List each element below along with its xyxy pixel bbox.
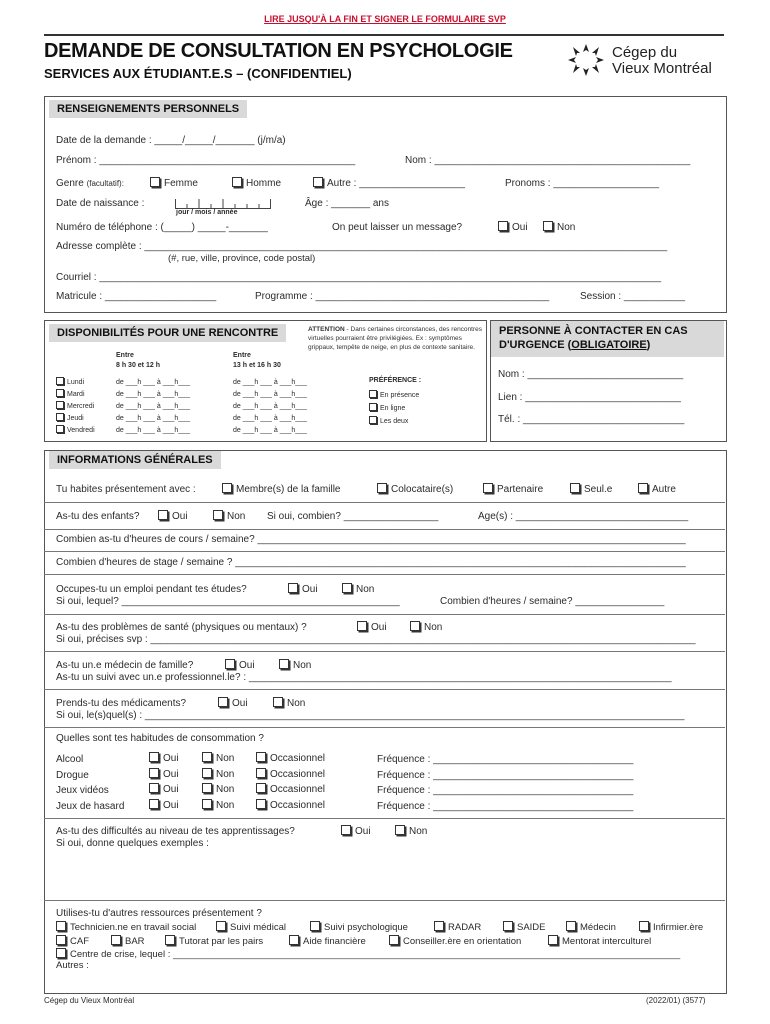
- medic-non[interactable]: Non: [273, 697, 305, 709]
- slot-am[interactable]: de ___h ___ à ___h___: [116, 415, 190, 422]
- urgence-tel-field[interactable]: Tél. : _____________________________: [498, 414, 685, 425]
- cours-field[interactable]: Combien as-tu d'heures de cours / semaine? _____________________________________________________________________________: [56, 534, 686, 545]
- pronoms-field[interactable]: Pronoms : ___________________: [505, 178, 660, 189]
- substances-frequence: [377, 752, 703, 814]
- medecin-non[interactable]: Non: [279, 659, 311, 671]
- age-field[interactable]: Âge : _______ ans: [305, 198, 389, 209]
- medic-question: Prends-tu des médicaments?: [56, 698, 187, 709]
- habites-question: Tu habites présentement avec :: [56, 484, 196, 495]
- enfants-question: As-tu des enfants?: [56, 511, 140, 522]
- sante-question: As-tu des problèmes de santé (physiques ou mentaux) ?: [56, 622, 307, 633]
- res-bar[interactable]: BAR: [111, 935, 145, 947]
- substances-oui: [149, 751, 179, 813]
- sante-non[interactable]: Non: [410, 621, 442, 633]
- naissance-label: Date de naissance :: [56, 198, 145, 209]
- message-question: On peut laisser un message?: [332, 222, 463, 233]
- attention-note: ATTENTION - Dans certaines circonstances, des rencontres virtuelles pourraient être privilégiées. Ex : symptômes grippaux, tempête de neige, en plus de contexte sanitaire.: [308, 326, 483, 351]
- homme-checkbox[interactable]: [232, 177, 242, 187]
- emploi-non[interactable]: Non: [342, 583, 374, 595]
- days-list: [56, 377, 95, 437]
- res-tts[interactable]: Technicien.ne en travail social: [56, 921, 196, 933]
- disponibilites-heading: DISPONIBILITÉS POUR UNE RENCONTRE: [49, 324, 286, 342]
- date-demande-field[interactable]: Date de la demande : _____/_____/_______ (j/m/a): [56, 135, 286, 146]
- habites-colocataire[interactable]: Colocataire(s): [377, 483, 453, 495]
- frequence-field[interactable]: Fréquence : ____________________________________: [377, 800, 634, 812]
- morning-slots: [116, 377, 190, 437]
- difficultes-non[interactable]: Non: [395, 825, 427, 837]
- afternoon-slots: [233, 377, 307, 437]
- footer-left: Cégep du Vieux Montréal: [44, 996, 135, 1005]
- conso-non[interactable]: Non: [202, 782, 234, 798]
- conso-occasionnel[interactable]: Occasionnel: [256, 782, 325, 798]
- conso-occasionnel[interactable]: Occasionnel: [256, 751, 325, 767]
- autre-genre-label: Autre : ___________________: [327, 178, 465, 189]
- enfants-ages-field[interactable]: Âge(s) : _______________________________: [478, 511, 689, 522]
- logo-line2: Vieux Montréal: [612, 60, 712, 77]
- adresse-field[interactable]: Adresse complète : ______________________________________________________________________________________________: [56, 241, 668, 252]
- res-radar[interactable]: RADAR: [434, 921, 481, 933]
- genre-label: Genre: [56, 178, 84, 189]
- day-mardi[interactable]: Mardi: [56, 389, 95, 401]
- logo-line1: Cégep du: [612, 44, 678, 61]
- difficultes-exemples[interactable]: Si oui, donne quelques exemples :: [56, 838, 209, 849]
- emploi-heures-field[interactable]: Combien d'heures / semaine? ________________: [440, 596, 665, 607]
- res-centre-crise[interactable]: Centre de crise, lequel : ________________________________________________________________________________________________: [56, 948, 696, 960]
- res-suivi-psy[interactable]: Suivi psychologique: [310, 921, 408, 933]
- preference-label: PRÉFÉRENCE :: [369, 377, 422, 384]
- form-title: DEMANDE DE CONSULTATION EN PSYCHOLOGIE: [44, 40, 513, 62]
- conso-non[interactable]: Non: [202, 767, 234, 783]
- res-infirmier[interactable]: Infirmier.ère: [639, 921, 703, 933]
- day-jeudi[interactable]: Jeudi: [56, 413, 95, 425]
- day-vendredi[interactable]: Vendredi: [56, 425, 95, 437]
- genre-row: [56, 178, 124, 189]
- conso-oui[interactable]: Oui: [149, 767, 179, 783]
- slot-am[interactable]: de ___h ___ à ___h___: [116, 391, 190, 398]
- pref-les-deux[interactable]: Les deux: [369, 415, 419, 428]
- substances-occasionnel: [256, 751, 325, 813]
- emploi-oui[interactable]: Oui: [288, 583, 318, 595]
- pref-en-presence[interactable]: En présence: [369, 389, 419, 402]
- frequence-field[interactable]: Fréquence : ____________________________________: [377, 769, 634, 781]
- substances-labels: Alcool Drogue Jeux vidéos Jeux de hasard: [56, 754, 125, 812]
- homme-label: Homme: [246, 178, 282, 189]
- matricule-field[interactable]: Matricule : ____________________: [56, 291, 217, 302]
- emploi-lequel-field[interactable]: Si oui, lequel? __________________________________________________: [56, 596, 400, 607]
- urgence-lien-field[interactable]: Lien : ____________________________: [498, 392, 681, 403]
- day-mercredi[interactable]: Mercredi: [56, 401, 95, 413]
- enfants-non[interactable]: Non: [213, 510, 245, 522]
- difficultes-question: As-tu des difficultés au niveau de tes apprentissages?: [56, 826, 295, 837]
- conso-occasionnel[interactable]: Occasionnel: [256, 798, 325, 814]
- message-oui-checkbox[interactable]: [498, 221, 508, 231]
- message-oui-label: Oui: [512, 222, 528, 233]
- enfants-oui[interactable]: Oui: [158, 510, 188, 522]
- slot-pm[interactable]: de ___h ___ à ___h___: [233, 379, 307, 386]
- frequence-field[interactable]: Fréquence : ____________________________________: [377, 754, 634, 765]
- ressources-question: Utilises-tu d'autres ressources présentement ?: [56, 908, 262, 919]
- emploi-question: Occupes-tu un emploi pendant tes études?: [56, 584, 247, 595]
- message-non-label: Non: [557, 222, 576, 233]
- res-tutorat[interactable]: Tutorat par les pairs: [165, 935, 263, 947]
- habites-famille[interactable]: Membre(s) de la famille: [222, 483, 340, 495]
- habitudes-question: Quelles sont tes habitudes de consommation ?: [56, 733, 264, 744]
- suivi-field[interactable]: As-tu un suivi avec un.e professionnel.le? : ____________________________________________________________________________: [56, 672, 672, 683]
- autre-genre-checkbox[interactable]: [313, 177, 323, 187]
- courriel-field[interactable]: Courriel : _____________________________________________________________________________________________________: [56, 272, 662, 283]
- footer-right: (2022/01) (3577): [646, 996, 706, 1005]
- res-aide-financiere[interactable]: Aide financière: [289, 935, 366, 947]
- personal-info-heading: RENSEIGNEMENTS PERSONNELS: [49, 100, 247, 118]
- habites-partenaire[interactable]: Partenaire: [483, 483, 543, 495]
- difficultes-oui[interactable]: Oui: [341, 825, 371, 837]
- sante-oui[interactable]: Oui: [357, 621, 387, 633]
- day-lundi[interactable]: Lundi: [56, 377, 95, 389]
- conso-non[interactable]: Non: [202, 798, 234, 814]
- telephone-field[interactable]: Numéro de téléphone : (_____) _____-_______: [56, 222, 268, 233]
- conso-oui[interactable]: Oui: [149, 782, 179, 798]
- habites-autre[interactable]: Autre: [638, 483, 676, 495]
- frequence-field[interactable]: Fréquence : ____________________________________: [377, 785, 634, 796]
- slot-am[interactable]: de ___h ___ à ___h___: [116, 379, 190, 386]
- slot-pm[interactable]: de ___h ___ à ___h___: [233, 427, 307, 434]
- medic-oui[interactable]: Oui: [218, 697, 248, 709]
- pref-en-ligne[interactable]: En ligne: [369, 402, 419, 415]
- res-caf[interactable]: CAF: [56, 935, 89, 947]
- genre-note: (facultatif):: [86, 179, 124, 188]
- urgence-nom-field[interactable]: Nom : ____________________________: [498, 369, 684, 380]
- col1-header: Entre 8 h 30 et 12 h: [116, 352, 160, 369]
- slot-pm[interactable]: de ___h ___ à ___h___: [233, 391, 307, 398]
- message-non-option[interactable]: [543, 221, 575, 233]
- slot-am[interactable]: de ___h ___ à ___h___: [116, 427, 190, 434]
- autre-genre-option[interactable]: [313, 177, 465, 189]
- message-non-checkbox[interactable]: [543, 221, 553, 231]
- session-field[interactable]: Session : ___________: [580, 291, 686, 302]
- general-info-heading: INFORMATIONS GÉNÉRALES: [49, 451, 221, 469]
- cegep-logo: [566, 42, 726, 82]
- top-notice: LIRE JUSQU'À LA FIN ET SIGNER LE FORMULAIRE SVP: [264, 14, 506, 24]
- slot-pm[interactable]: de ___h ___ à ___h___: [233, 403, 307, 410]
- conso-occasionnel[interactable]: Occasionnel: [256, 767, 325, 783]
- naissance-hint: jour / mois / année: [176, 209, 238, 216]
- slot-pm[interactable]: de ___h ___ à ___h___: [233, 415, 307, 422]
- medecin-oui[interactable]: Oui: [225, 659, 255, 671]
- programme-field[interactable]: Programme : __________________________________________: [255, 291, 550, 302]
- femme-checkbox[interactable]: [150, 177, 160, 187]
- sante-precise-field[interactable]: Si oui, précises svp : __________________________________________________________________________________________________: [56, 634, 696, 645]
- res-saide[interactable]: SAIDE: [503, 921, 546, 933]
- conso-oui[interactable]: Oui: [149, 751, 179, 767]
- message-oui-option[interactable]: [498, 221, 528, 233]
- preference-options: [369, 389, 419, 428]
- habites-seul[interactable]: Seul.e: [570, 483, 612, 495]
- adresse-hint: (#, rue, ville, province, code postal): [168, 253, 316, 264]
- homme-option[interactable]: [232, 177, 281, 189]
- col2-header: Entre 13 h et 16 h 30: [233, 352, 281, 369]
- conso-oui[interactable]: Oui: [149, 798, 179, 814]
- substances-non: [202, 751, 234, 813]
- nom-field[interactable]: Nom : ______________________________________________: [405, 155, 691, 166]
- logo-star-icon: [566, 42, 606, 78]
- urgence-heading: PERSONNE À CONTACTER EN CAS D'URGENCE (OBLIGATOIRE): [491, 321, 724, 357]
- enfants-combien-field[interactable]: Si oui, combien? _________________: [267, 511, 439, 522]
- femme-option[interactable]: [150, 177, 198, 189]
- naissance-input-boxes[interactable]: [175, 199, 271, 209]
- femme-label: Femme: [164, 178, 198, 189]
- res-orientation[interactable]: Conseiller.ère en orientation: [389, 935, 521, 947]
- res-autres[interactable]: Autres :: [56, 960, 89, 971]
- medecin-question: As-tu un.e médecin de famille?: [56, 660, 194, 671]
- form-subtitle: SERVICES AUX ÉTUDIANT.E.S – (CONFIDENTIEL): [44, 66, 352, 81]
- slot-am[interactable]: de ___h ___ à ___h___: [116, 403, 190, 410]
- medic-lesquels-field[interactable]: Si oui, le(s)quel(s) : _________________________________________________________________________________________________: [56, 710, 685, 721]
- res-suivi-medical[interactable]: Suivi médical: [216, 921, 286, 933]
- conso-non[interactable]: Non: [202, 751, 234, 767]
- res-mentorat[interactable]: Mentorat interculturel: [548, 935, 651, 947]
- res-medecin[interactable]: Médecin: [566, 921, 616, 933]
- prenom-field[interactable]: Prénom : ______________________________________________: [56, 155, 356, 166]
- stage-field[interactable]: Combien d'heures de stage / semaine ? _________________________________________________________________________________: [56, 557, 686, 568]
